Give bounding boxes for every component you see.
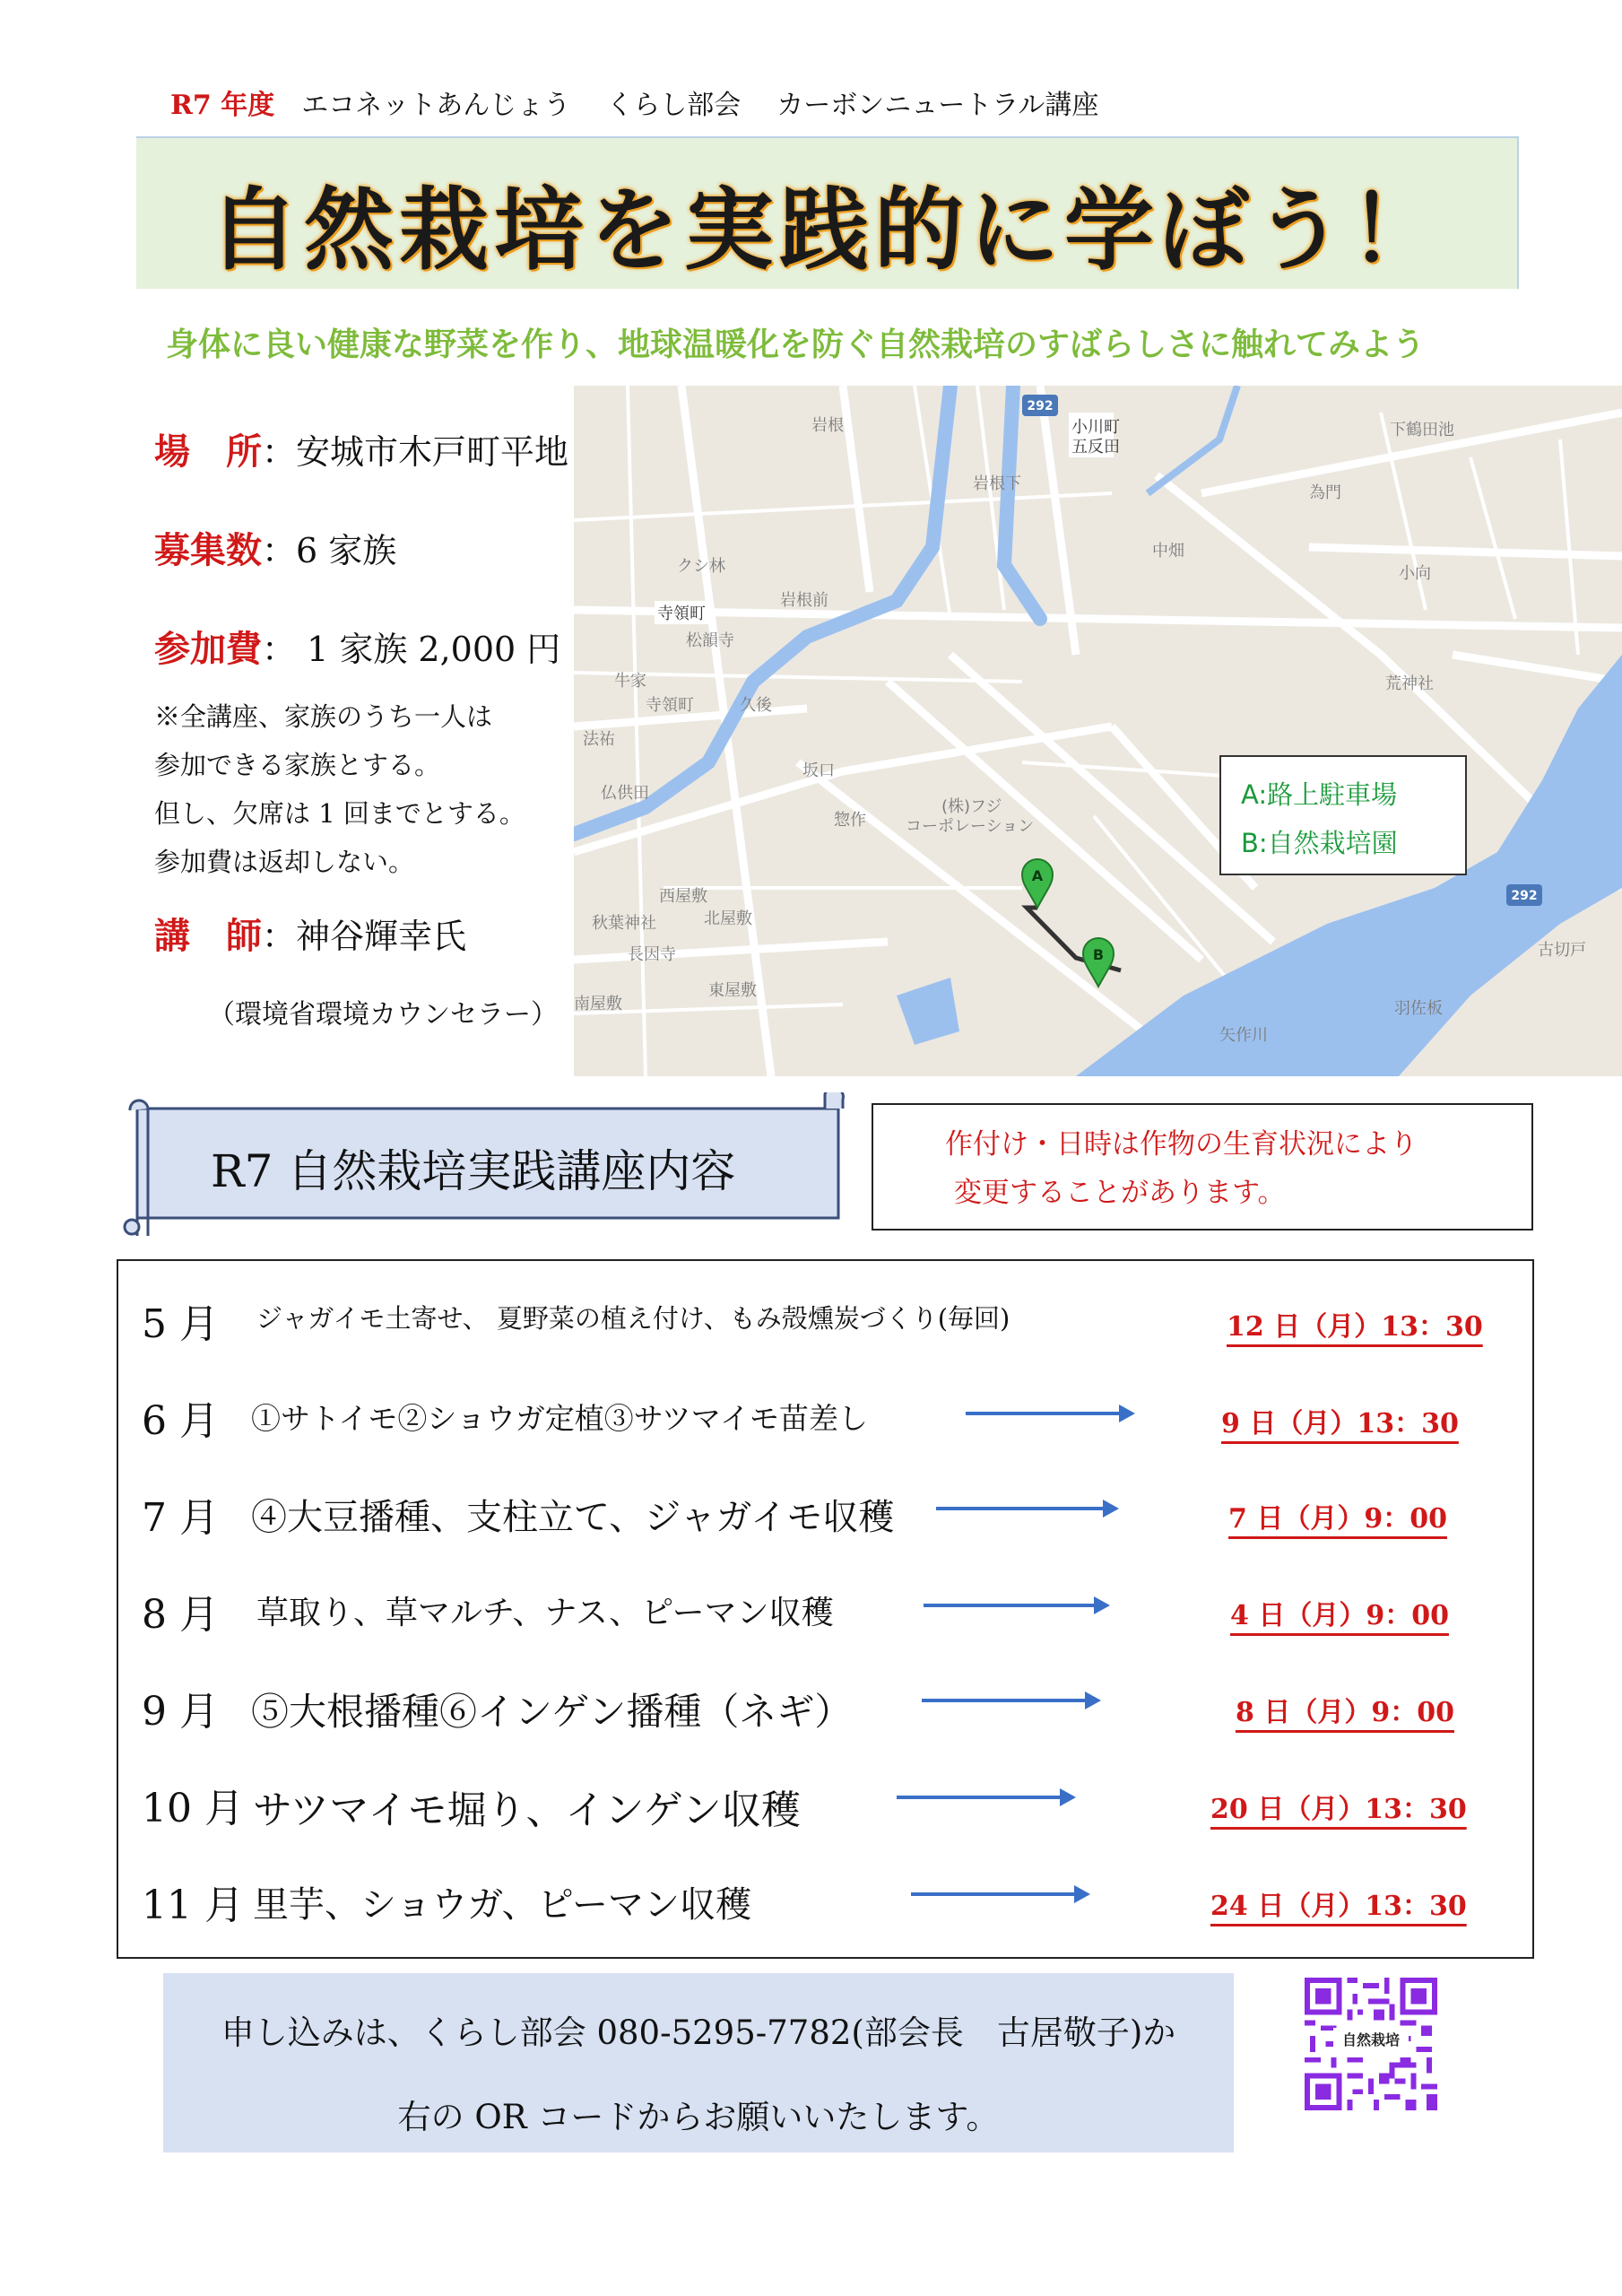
schedule-task: 草取り、草マルチ、ナス、ピーマン収穫: [256, 1595, 834, 1631]
map-label-fuji-corp2: コーポレーション: [906, 817, 1035, 836]
subtitle: 身体に良い健康な野菜を作り、地球温暖化を防ぐ自然栽培のすばらしさに触れてみよう: [166, 326, 1426, 363]
fee-note-1: ※全講座、家族のうち一人は: [154, 701, 493, 732]
map-label-hasaita: 羽佐板: [1394, 999, 1443, 1018]
map-label-higashiyashiki: 東屋敷: [708, 981, 757, 1000]
fee-note-4: 参加費は返却しない。: [154, 847, 415, 877]
map-label-furukirido: 古切戸: [1538, 941, 1586, 960]
map-label-komukai: 小向: [1399, 564, 1431, 583]
arrow-icon: [966, 1412, 1132, 1415]
info-fee: [154, 621, 560, 672]
schedule-month: 11 月: [142, 1883, 244, 1928]
arrow-icon: [924, 1604, 1106, 1607]
schedule-date: 7 日（月）9：00: [1228, 1503, 1447, 1535]
title-banner: [136, 136, 1519, 289]
fee-value: ： 1 家族 2,000 円: [262, 630, 561, 669]
map-route-292-right: 292: [1511, 889, 1538, 903]
info-place: [154, 423, 568, 474]
schedule-task: ①サトイモ②ショウガ定植③サツマイモ苗差し: [251, 1401, 869, 1436]
map-graphic: [574, 386, 1622, 1076]
apply-line-2: 右の OR コードからお願いいたします。: [397, 2098, 1000, 2136]
map-label-akiba-shrine: 秋葉神社: [592, 914, 656, 933]
map-label-iwane-shita: 岩根下: [973, 474, 1021, 493]
map-legend: [1219, 755, 1467, 875]
map-label-nishiyashiki: 西屋敷: [659, 887, 707, 906]
arrow-icon: [922, 1699, 1097, 1702]
map-label-fuji-corp: (株)フジ: [941, 797, 1002, 816]
map-marker-a-letter: A: [1031, 867, 1044, 884]
fee-label: 参加費: [154, 628, 262, 670]
schedule-month: 8 月: [142, 1592, 219, 1638]
capacity-label: 募集数: [154, 529, 262, 571]
schedule-task: ジャガイモ土寄せ、 夏野菜の植え付け、もみ殻燻炭づくり(毎回): [256, 1303, 1010, 1334]
header-line: [170, 83, 1098, 122]
info-lecturer: [154, 908, 466, 959]
map-label-gotanda: 五反田: [1071, 438, 1120, 457]
map-label-kugo: 久後: [740, 696, 772, 715]
schedule-date: 20 日（月）13：30: [1210, 1794, 1467, 1825]
arrow-icon: [897, 1796, 1072, 1799]
schedule-task: サツマイモ堀り、インゲン収穫: [253, 1787, 801, 1833]
header-year: R7 年度: [170, 90, 275, 121]
map-label-sosaku: 惣作: [834, 811, 866, 830]
map-label-shoganji: 松韻寺: [686, 631, 734, 650]
map-label-teryocho2: 寺領町: [646, 696, 694, 715]
course-banner: [121, 1092, 847, 1236]
map-label-iwanemae: 岩根前: [780, 591, 828, 610]
map-route-292-top: 292: [1027, 399, 1054, 413]
notice-line-2: 変更することがあります。: [954, 1177, 1286, 1209]
schedule-table: [117, 1259, 1534, 1959]
map-label-ushiya: 牛家: [614, 672, 646, 691]
schedule-task: ⑤大根播種⑥インゲン播種（ネギ）: [251, 1690, 853, 1734]
arrow-icon: [911, 1892, 1087, 1896]
schedule-month: 5 月: [142, 1301, 219, 1347]
schedule-month: 6 月: [142, 1398, 219, 1444]
capacity-value: ：6 家族: [262, 531, 397, 570]
schedule-date: 12 日（月）13：30: [1227, 1311, 1483, 1343]
map-label-tamemon: 為門: [1309, 483, 1341, 502]
lecturer-value: ：神谷輝幸氏: [262, 917, 467, 956]
schedule-date: 9 日（月）13：30: [1221, 1408, 1459, 1439]
header-group: くらし部会: [606, 90, 742, 121]
schedule-task: ④大豆播種、支柱立て、ジャガイモ収穫: [251, 1497, 895, 1538]
schedule-month: 10 月: [142, 1786, 244, 1831]
lecturer-label: 講 師: [154, 915, 262, 957]
location-map[interactable]: [574, 386, 1622, 1076]
schedule-date: 24 日（月）13：30: [1210, 1891, 1467, 1922]
map-label-iwane: 岩根: [811, 416, 844, 435]
application-box: [163, 1973, 1234, 2152]
map-label-shimomuta: 下鶴田池: [1390, 421, 1454, 439]
map-label-kushibayashi: クシ林: [677, 557, 725, 576]
map-label-teryocho: 寺領町: [657, 604, 706, 623]
fee-note-2: 参加できる家族とする。: [154, 750, 441, 780]
place-value: ：安城市木戸町平地: [262, 432, 569, 472]
legend-a: A:路上駐車場: [1241, 779, 1398, 810]
schedule-date: 8 日（月）9：00: [1236, 1697, 1454, 1728]
header-course: カーボンニュートラル講座: [776, 90, 1099, 121]
header-org: エコネットあんじょう: [301, 90, 571, 121]
map-label-yahagi-river: 矢作川: [1219, 1026, 1268, 1045]
schedule-month: 7 月: [142, 1495, 219, 1541]
place-label: 場 所: [154, 430, 262, 473]
schedule-date: 4 日（月）9：00: [1230, 1600, 1449, 1631]
map-label-chouinji: 長因寺: [628, 945, 676, 964]
schedule-month: 9 月: [142, 1689, 219, 1735]
legend-b: B:自然栽培園: [1241, 828, 1398, 858]
course-banner-title: R7 自然栽培実践講座内容: [211, 1145, 736, 1197]
apply-line-1: 申し込みは、くらし部会 080-5295-7782(部会長 古居敬子)か: [221, 2013, 1176, 2052]
lecturer-title: （環境省環境カウンセラー）: [208, 999, 558, 1031]
map-label-kitayashiki: 北屋敷: [704, 909, 752, 928]
map-label-hokiri: 法祐: [583, 730, 615, 749]
page-title: 自然栽培を実践的に学ぼう！: [209, 178, 1444, 283]
map-label-kojin-shrine: 荒神社: [1385, 674, 1434, 693]
info-capacity: [154, 522, 396, 573]
notice-line-1: 作付け・日時は作物の生育状況により: [945, 1128, 1418, 1161]
map-label-ogawa: 小川町: [1071, 418, 1120, 437]
notice-box: [872, 1103, 1533, 1231]
arrow-icon: [936, 1507, 1115, 1510]
qr-code-label: 自然栽培: [1333, 2028, 1409, 2053]
map-label-nakahata: 中畑: [1152, 542, 1184, 561]
map-label-minamiyashiki: 南屋敷: [574, 995, 622, 1013]
schedule-task: 里芋、ショウガ、ピーマン収穫: [253, 1884, 751, 1926]
map-label-sakaguchi: 坂口: [802, 761, 835, 780]
map-label-bukkeden: 仏供田: [601, 784, 649, 803]
map-marker-b-letter: B: [1092, 946, 1105, 963]
fee-note-3: 但し、欠席は 1 回までとする。: [154, 798, 525, 829]
